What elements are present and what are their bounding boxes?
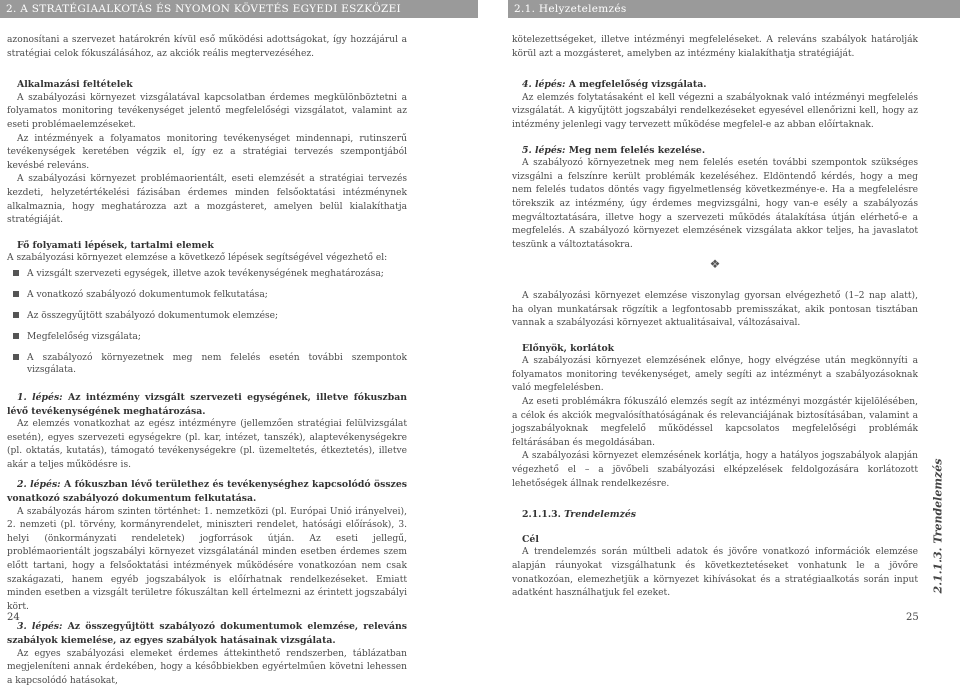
paragraph: A szabályozási környezet elemzésének előnye, hogy elvégzése után megkönnyíti a folyamatos monitoring tevékenységet, amely segíti az intézményt a szabályozásoknak való megfelelésben. [512, 356, 918, 394]
list-item: A vonatkozó szabályozó dokumentumok felkutatása; [7, 289, 407, 301]
subsection-heading: 2.1.1.3. Trendelemzés [522, 509, 637, 521]
paragraph: A szabályozó környezetnek meg nem felelés esetén további szempontok szükséges vizsgálni a felszínre került problémák kezeléséhez. Eldöntendő kérdés, hogy a meg nem felelés tudatos döntés vagy figyelmetlenség következménye-e. Ha a megfelelésre törekszik az intézmény, úgy érdemes megvizsgálni, hogy van-e esély a szabályozás megváltoztatására, illetve hogy a szervezeti működés átalakítása útján elérhető-e a megfelelés. A szabályozó környezet elemzésének vizsgálata akkor teljes, ha javaslatot teszünk a változtatásokra. [512, 158, 918, 250]
list-item: A vizsgált szervezeti egységek, illetve azok tevékenységének meghatározása; [7, 268, 407, 280]
heading-elonyok: Előnyök, korlátok [522, 342, 615, 354]
step-3-heading: 3. lépés: Az összegyűjtött szabályozó dokumentumok elemzése, releváns szabályok kiemelése, az egyes szabályok hatásainak vizsgálata. [7, 621, 407, 646]
header-bar-right [508, 0, 960, 18]
square-bullet-icon [13, 312, 19, 318]
paragraph: A szabályozási környezet elemzésének korlátja, hogy a hatályos jogszabályok alapján végezhető el – a jövőbeli szabályozási elképzelések feldolgozására korlátozott lehetőségek állnak rendelkezésre. [512, 451, 918, 489]
step-5-heading: 5. lépés: Meg nem felelés kezelése. [522, 144, 706, 156]
left-intro-paragraph: azonosítani a szervezet határokrén kívül eső működési adottságokat, így hozzájárul a stratégiai celok fókuszálásához, az akciók reális megtervezéséhez. [7, 35, 407, 59]
page-number-right: 25 [906, 612, 919, 623]
right-page-column [512, 34, 918, 601]
side-section-label: 2.1.1.3. Trendelemzés [931, 458, 945, 594]
list-item: Az összegyűjtött szabályozó dokumentumok elemzése; [7, 310, 407, 322]
heading-cel: Cél [522, 533, 539, 545]
right-intro-paragraph: kötelezettségeket, illetve intézményi megfeleléseket. A releváns szabályok határolják körül azt a mozgásteret, amelyben az intézmény kialakíthatja stratégiáját. [512, 35, 918, 59]
paragraph: A szabályozási környezet elemzése a következő lépések segítségével végezhető el: [7, 253, 388, 264]
square-bullet-icon [13, 270, 19, 276]
square-bullet-icon [13, 333, 19, 339]
square-bullet-icon [13, 354, 19, 360]
chapter-title: 2. A STRATÉGIAALKOTÁS ÉS NYOMON KÖVETÉS EGYEDI ESZKÖZEI [6, 3, 401, 15]
step-2-heading: 2. lépés: A fókuszban lévő területhez és tevékenységhez kapcsolódó összes vonatkozó szabályozó dokumentum felkutatása. [7, 479, 407, 505]
step-1-heading: 1. lépés: Az intézmény vizsgált szervezeti egységének, illetve fókuszban lévő tevékenységének meghatározása. [7, 391, 407, 417]
paragraph: A szabályozási környezet vizsgálatával kapcsolatban érdemes megkülönböztetni a folyamatos monitoring tevékenységet jelentő megfelelőségi vizsgálatot, valamint az eseti problémaelemzéseket. [7, 92, 407, 130]
paragraph: A szabályozási környezet elemzése viszonylag gyorsan elvégezhető (1–2 nap alatt), ha olyan munkatársak rögzítik a legfontosabb premisszákat, akik pontosan tisztában vannak a szabályozási környezet aktualitásaival, változásaival. [512, 290, 918, 329]
list-item: A szabályozó környezetnek meg nem felelés esetén további szempontok vizsgálata. [7, 352, 407, 376]
heading-folyamati-lepesek: Fő folyamati lépések, tartalmi elemek [17, 239, 214, 251]
paragraph: A szabályozás három szinten történhet: 1. nemzetközi (pl. Európai Unió irányelvei), 2. nemzeti (pl. törvény, kormányrendelet, miniszteri rendelet, hatósági előírások), 3. helyi (önkormányzati rendeletek) jogforrások útján. Az eseti jellegű, problémaorientált jogszabályi környezet vizsgálatánál minden esetben érdemes szem előtt tartani, hogy a felsőoktatási intézmények működésére vonatkozóan nem csak szakágazati, hanem egyéb jogszabályok is előírhatnak rendelkezéseket. Emiatt minden esetben a vizsgált területre fókuszáltan kell értelmezni az érintett jogszabályi kört. [7, 506, 407, 612]
paragraph: Az intézmények a folyamatos monitoring tevékenységet mindennapi, rutinszerű tevékenységek keretében végzik el, így ez a stratégiai tervezés szempontjából kevésbé releváns. [7, 133, 407, 171]
steps-bullet-list [7, 268, 407, 376]
square-bullet-icon [13, 291, 19, 297]
header-bar-left [0, 0, 478, 18]
paragraph: A trendelemzés során múltbeli adatok és jövőre vonatkozó információk elemzése alapján ráunyokat vizsgálhatunk és következtetéseket vonhatunk le a jövőre vonatkozóan, elemezhetjük a környezet kihívásokat és a stratégiaalkotás során input adatként használhatjuk fel ezeket. [512, 547, 918, 599]
section-title: 2.1. Helyzetelemzés [514, 3, 627, 15]
paragraph: A szabályozási környezet problémaorientált, eseti elemzését a stratégiai tervezés kezdeti, helyzetértékelési fázisában érdemes minden felsőoktatási intézménynek alkalmaznia, hogy meghatározza azt a mozgásteret, amelyen belül kialakíthatja stratégiáját. [7, 174, 407, 226]
page-number-left: 24 [7, 612, 20, 623]
list-item: Megfelelőség vizsgálata; [7, 331, 407, 343]
paragraph: Az elemzés vonatkozhat az egész intézményre (jellemzően stratégiai felülvizsgálat esetén), egyes szervezeti egységekre (pl. kar, intézet, tanszék), alaptevékenységekre (pl. oktatás, kutatás), támogató tevékenységekre (pl. üzemeltetés, étkeztetés), illetve akár a teljes működésre is. [7, 419, 407, 470]
paragraph: Az eseti problémákra fókuszáló elemzés segít az intézményi mozgástér kijelölésében, a célok és akciók megvalósíthatóságának és relevanciájának biztosításában, valamint a jogszabályoknak megfelelő működéssel kapcsolatos megfelelőségi problémák feltárásában és megoldásában. [512, 397, 918, 448]
diamond-ornament-icon: ❖ [709, 257, 721, 272]
left-page-column [7, 34, 407, 688]
step-4-heading: 4. lépés: A megfelelőség vizsgálata. [522, 79, 707, 91]
paragraph: Az egyes szabályozási elemeket érdemes áttekinthető rendszerben, táblázatban megjeleníteni annak érdekében, hogy a későbbiekben egyértelműen követni lehessen a kapcsolódó hatásokat, [7, 648, 407, 686]
paragraph: Az elemzés folytatásaként el kell végezni a szabályoknak való intézményi megfelelés vizsgálatát. A kigyűjtött jogszabályi rendelkezéseket egyesével ellenőrizni kell, hogy az intézmény jelenlegi vagy tervezett működése megfelel-e az abban előírtaknak. [512, 92, 918, 130]
heading-alkalmazasi: Alkalmazási feltételek [17, 79, 133, 91]
